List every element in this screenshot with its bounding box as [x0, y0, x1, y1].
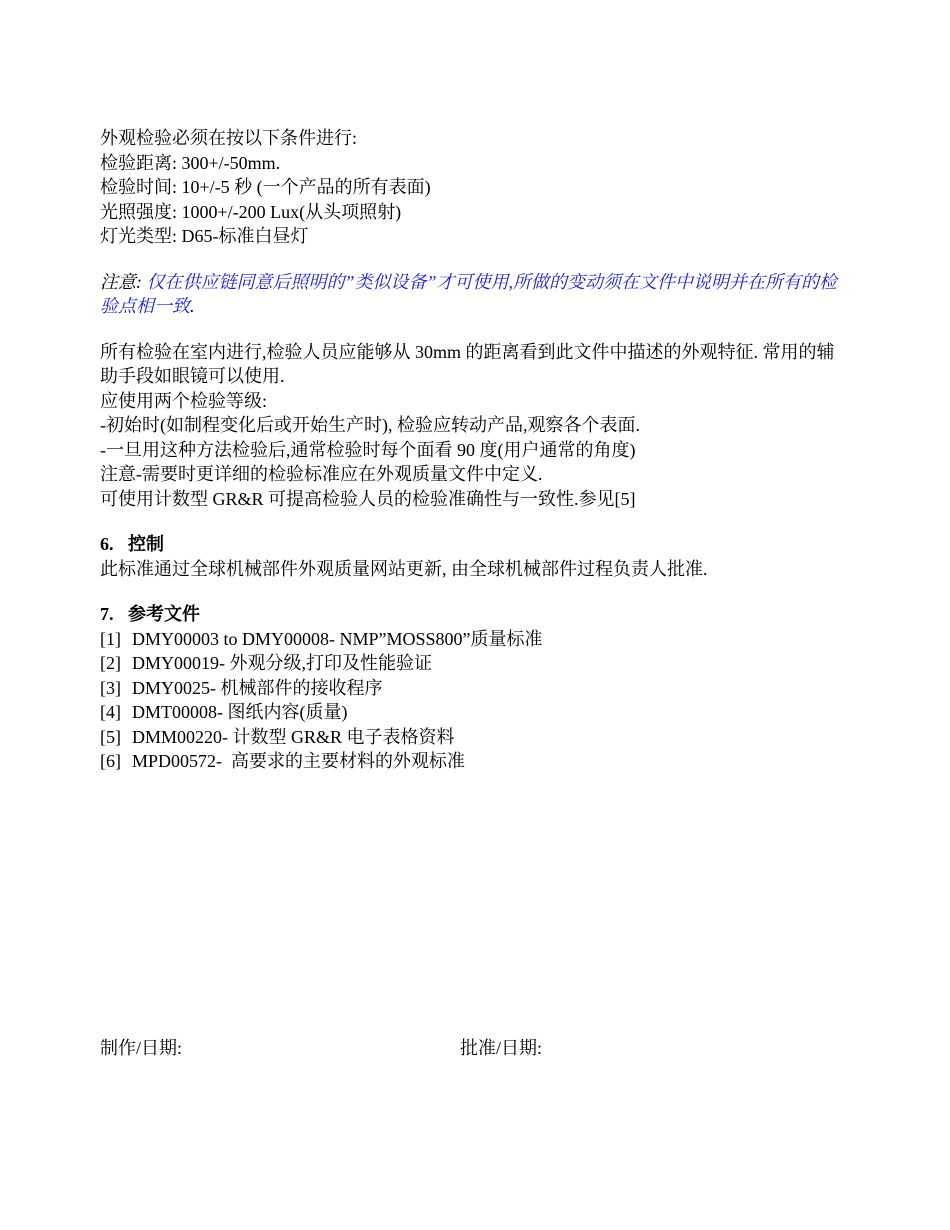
reference-number: [1] — [100, 628, 121, 649]
reference-item — [100, 749, 850, 774]
procedure-line-2: 应使用两个检验等级: — [100, 390, 268, 411]
reference-number: [3] — [100, 677, 121, 698]
signature-row — [100, 1036, 850, 1060]
reference-number: [2] — [100, 653, 121, 673]
inspection-distance: 检验距离: 300+/-50mm. — [100, 152, 281, 173]
section-6-body: 此标准通过全球机械部件外观质量网站更新, 由全球机械部件过程负责人批准. — [100, 558, 708, 579]
procedure-line-5: 注意-需要时更详细的检验标准应在外观质量文件中定义. — [100, 464, 543, 484]
note-end: . — [190, 296, 195, 316]
inspection-conditions — [100, 126, 850, 249]
reference-text: DMM00220- 计数型 GR&R 电子表格资料 — [132, 726, 455, 747]
note-colon: : — [136, 271, 147, 292]
reference-item — [100, 725, 850, 750]
note-text: 仅在供应链同意后照明的”类似设备”才可使用,所做的变动须在文件中说明并在所有的检验点相一致 — [100, 271, 838, 316]
section-references — [100, 602, 850, 774]
reference-item — [100, 700, 850, 725]
procedure-line-4: -一旦用这种方法检验后,通常检验时每个面看 90 度(用户通常的角度) — [100, 439, 636, 460]
reference-text: DMY00003 to DMY00008- NMP”MOSS800”质量标准 — [132, 628, 543, 649]
procedure-line-3: -初始时(如制程变化后或开始生产时), 检验应转动产品,观察各个表面. — [100, 415, 640, 435]
inspection-time: 检验时间: 10+/-5 秒 (一个产品的所有表面) — [100, 177, 431, 197]
inspection-procedure — [100, 340, 850, 512]
document-content — [100, 126, 850, 795]
section-6-title: 控制 — [128, 534, 164, 554]
section-7-number: 7. — [100, 604, 114, 624]
reference-text: DMY0025- 机械部件的接收程序 — [132, 677, 383, 698]
conditions-intro: 外观检验必须在按以下条件进行: — [100, 128, 357, 148]
light-intensity: 光照强度: 1000+/-200 Lux(从头项照射) — [100, 201, 402, 222]
reference-item — [100, 651, 850, 676]
reference-item — [100, 676, 850, 701]
section-control — [100, 532, 850, 581]
approved-date-label: 批准/日期: — [460, 1038, 543, 1058]
reference-text: DMT00008- 图纸内容(质量) — [132, 702, 348, 722]
reference-text: DMY00019- 外观分级,打印及性能验证 — [132, 653, 432, 673]
procedure-line-6: 可使用计数型 GR&R 可提高检验人员的检验准确性与一致性.参见[5] — [100, 488, 636, 509]
note-paragraph — [100, 270, 850, 319]
section-7-heading — [100, 602, 850, 627]
reference-number: [4] — [100, 702, 121, 722]
made-date-label: 制作/日期: — [100, 1038, 183, 1058]
section-6-heading — [100, 532, 850, 557]
section-7-title: 参考文件 — [128, 604, 200, 624]
reference-number: [5] — [100, 726, 121, 747]
lamp-type: 灯光类型: D65-标准白昼灯 — [100, 226, 309, 246]
reference-text: MPD00572- 高要求的主要材料的外观标准 — [132, 751, 466, 771]
section-6-number: 6. — [100, 534, 114, 554]
reference-number: [6] — [100, 751, 121, 771]
reference-item — [100, 627, 850, 652]
note-label: 注意 — [100, 271, 136, 292]
procedure-line-1: 所有检验在室内进行,检验人员应能够从 30mm 的距离看到此文件中描述的外观特征. 常用的辅助手段如眼镜可以使用. — [100, 341, 835, 386]
